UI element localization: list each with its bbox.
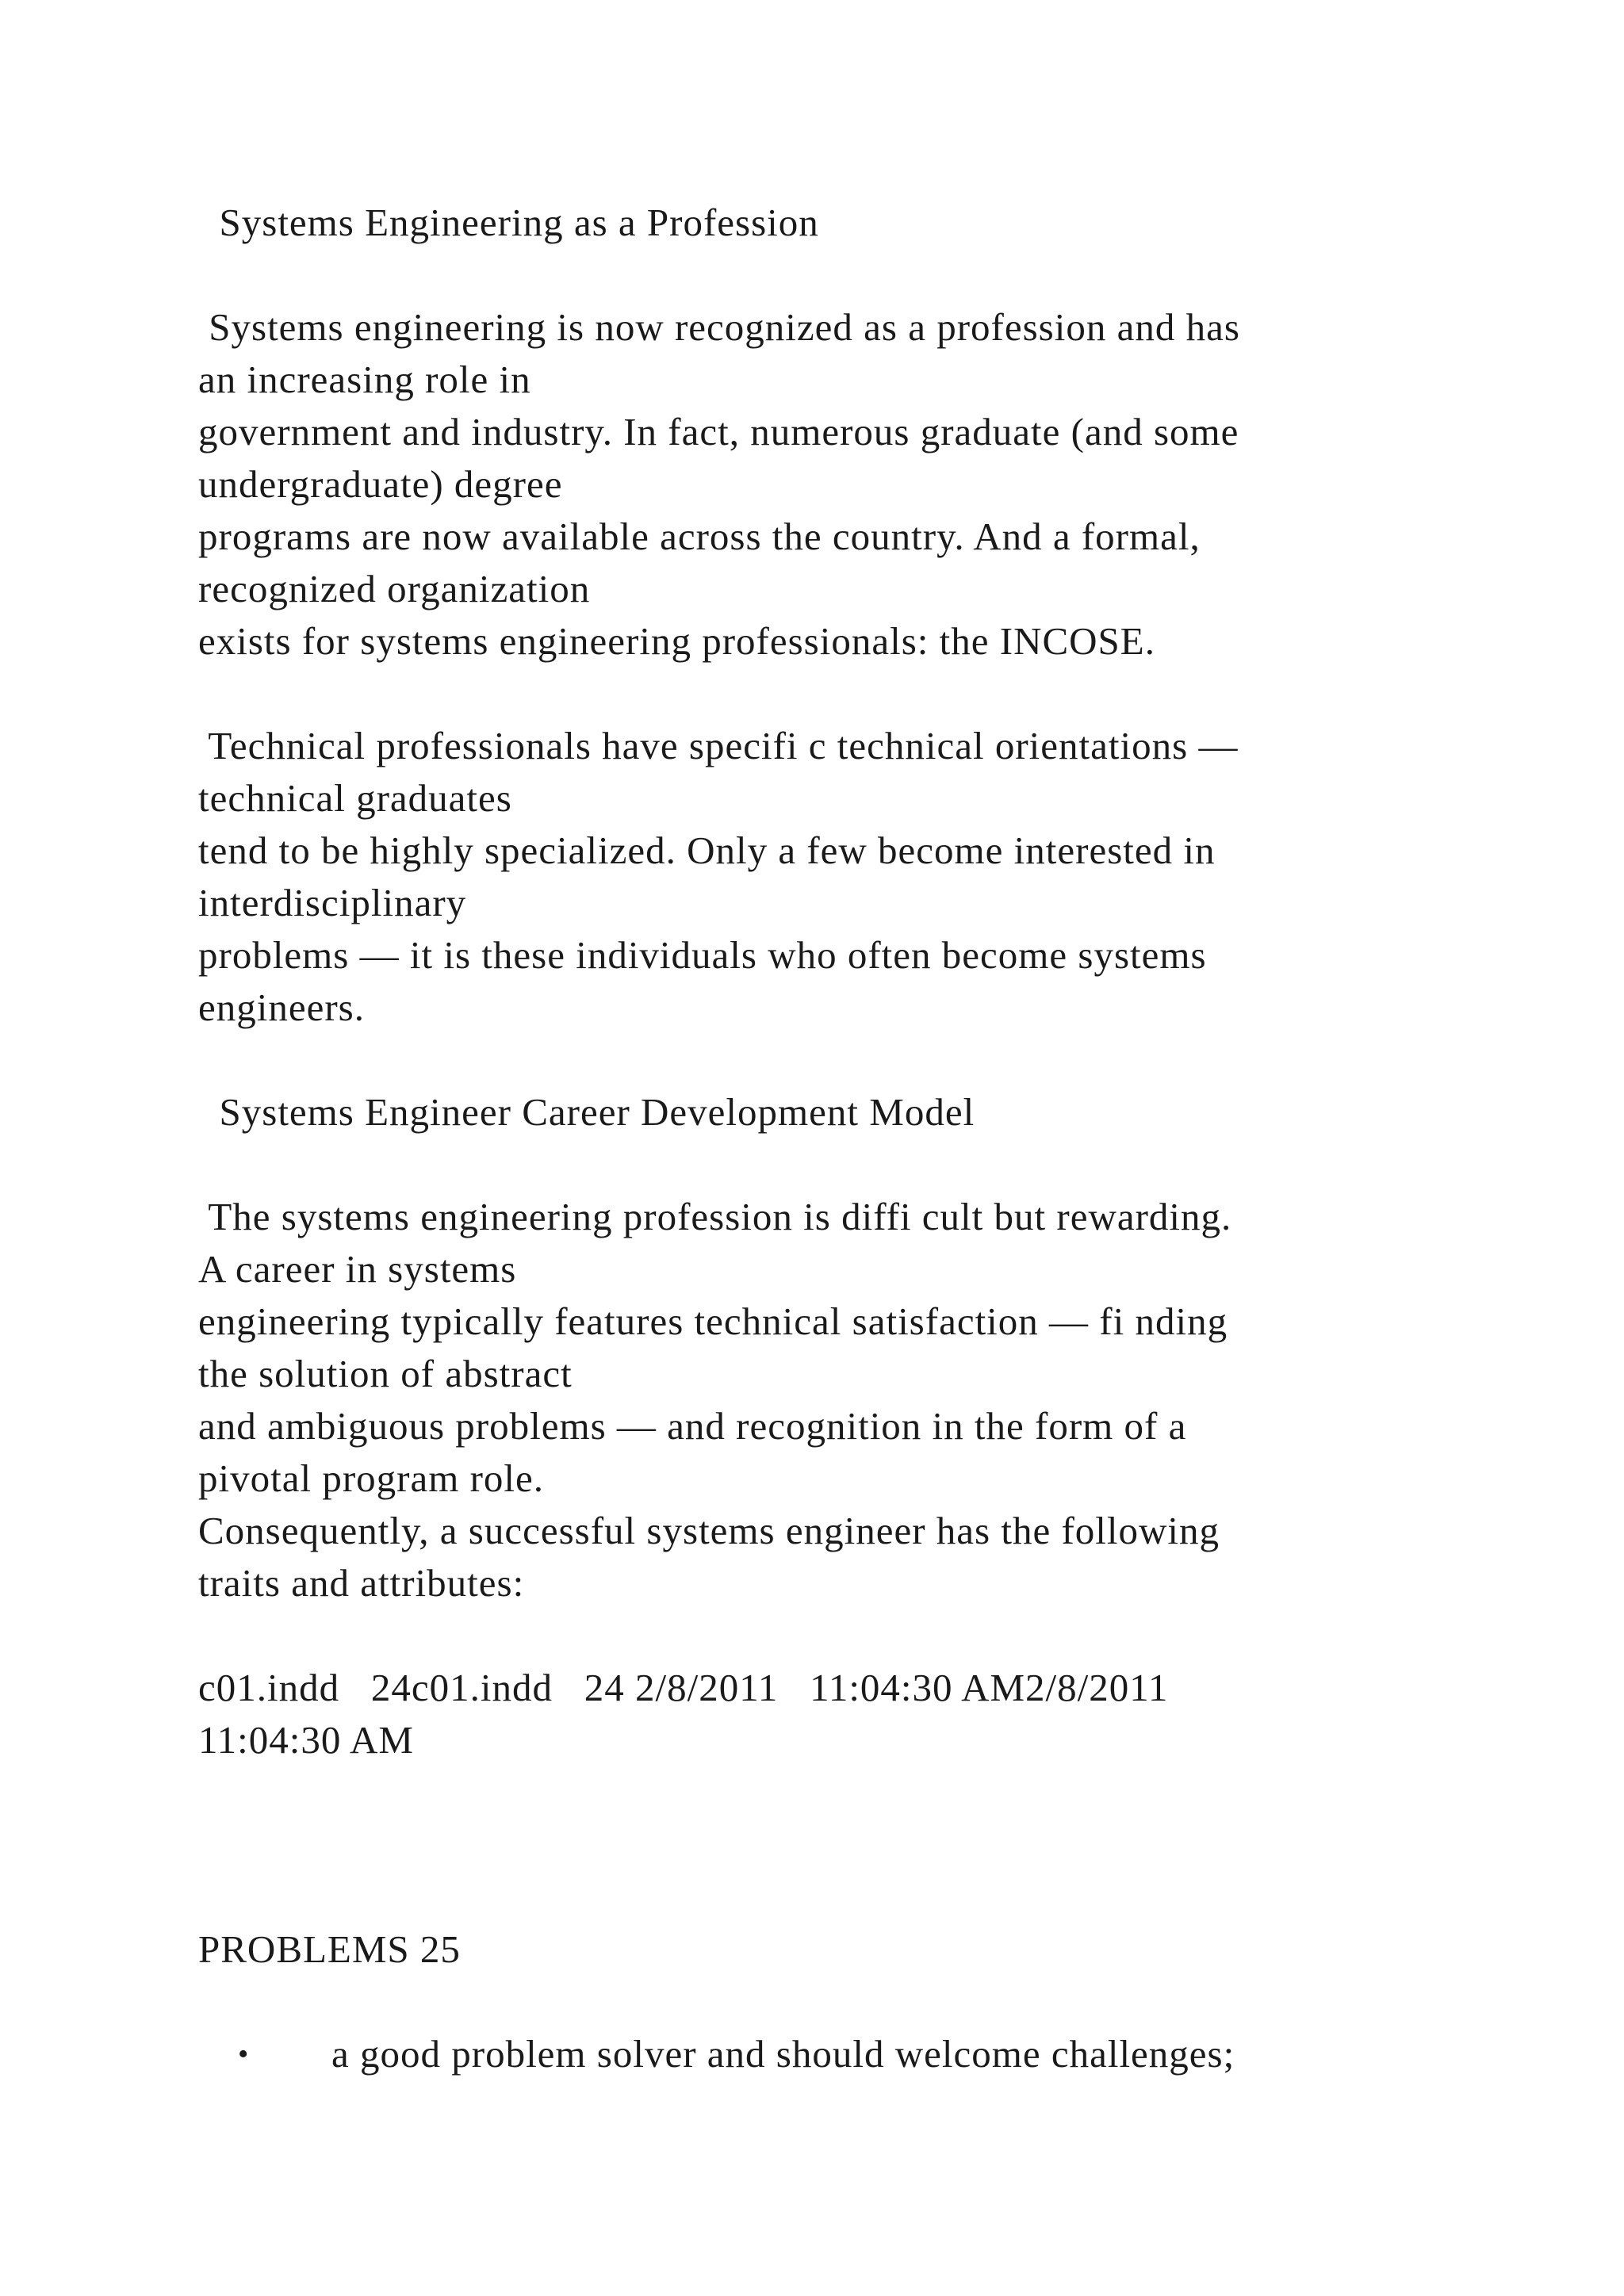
paragraph-line: Systems engineering is now recognized as a profession and has bbox=[198, 305, 1240, 349]
paragraph-line: engineering typically features technical satisfaction — fi nding bbox=[198, 1299, 1228, 1343]
paragraph-line: interdisciplinary bbox=[198, 881, 467, 924]
paragraph-line: problems — it is these individuals who often become systems bbox=[198, 933, 1207, 977]
print-mark-line: 11:04:30 AM bbox=[198, 1718, 414, 1762]
paragraph-line: Consequently, a successful systems engineer has the following bbox=[198, 1509, 1220, 1552]
paragraph-line: exists for systems engineering professionals: the INCOSE. bbox=[198, 619, 1155, 663]
paragraph-line: programs are now available across the country. And a formal, bbox=[198, 515, 1201, 558]
bullet-list-item: a good problem solver and should welcome challenges; bbox=[331, 2032, 1235, 2076]
paragraph-line: recognized organization bbox=[198, 567, 591, 610]
paragraph-line: pivotal program role. bbox=[198, 1456, 545, 1500]
paragraph-line: traits and attributes: bbox=[198, 1561, 525, 1605]
section-heading-career-model: Systems Engineer Career Development Model bbox=[198, 1090, 975, 1134]
paragraph-line: The systems engineering profession is diffi cult but rewarding. bbox=[198, 1195, 1232, 1238]
paragraph-line: engineers. bbox=[198, 985, 365, 1029]
paragraph-line: and ambiguous problems — and recognition in the form of a bbox=[198, 1404, 1187, 1448]
bullet-icon: • bbox=[238, 2038, 249, 2071]
paragraph-line: an increasing role in bbox=[198, 358, 531, 401]
paragraph-line: government and industry. In fact, numerous graduate (and some bbox=[198, 410, 1239, 453]
paragraph-line: Technical professionals have specifi c technical orientations — bbox=[198, 724, 1239, 767]
paragraph-line: technical graduates bbox=[198, 776, 512, 820]
section-heading-profession: Systems Engineering as a Profession bbox=[198, 201, 819, 244]
print-mark-line: c01.indd 24c01.indd 24 2/8/2011 11:04:30 AM2/8/2011 bbox=[198, 1666, 1169, 1709]
paragraph-line: A career in systems bbox=[198, 1247, 517, 1291]
paragraph-line: undergraduate) degree bbox=[198, 462, 563, 506]
paragraph-line: tend to be highly specialized. Only a few become interested in bbox=[198, 828, 1216, 872]
paragraph-line: the solution of abstract bbox=[198, 1352, 573, 1395]
running-header: PROBLEMS 25 bbox=[198, 1927, 461, 1971]
